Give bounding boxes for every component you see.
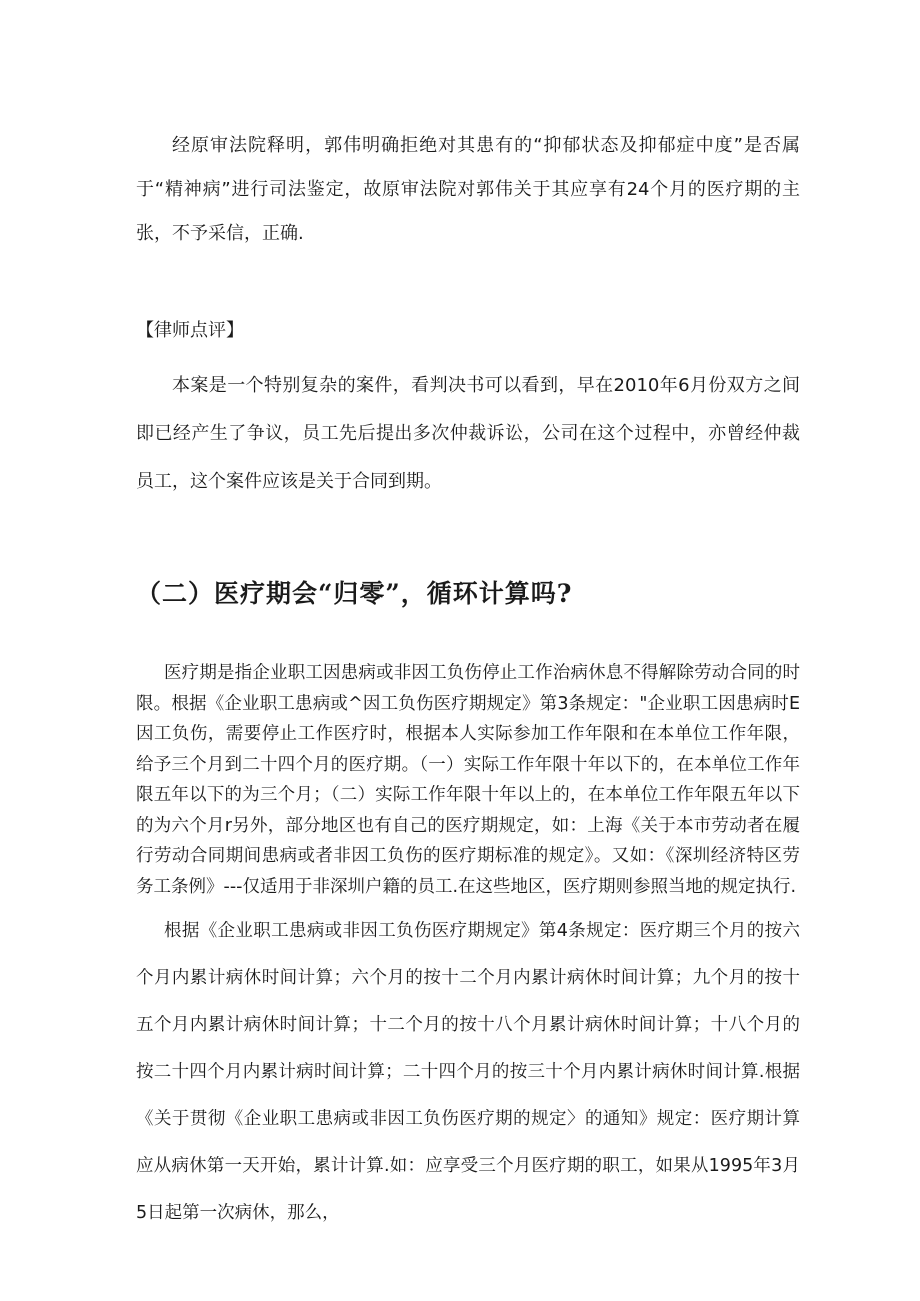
section-heading: （二）医疗期会“归零”，循环计算吗? (136, 579, 573, 608)
paragraph-medical-period-calculation: 根据《企业职工患病或非因工负伤医疗期规定》第4条规定：医疗期三个月的按六个月内累计病休时间计算；六个月的按十二个月内累计病休时间计算；九个月的按十五个月内累计病休时间计算；十二个月的按十八个月累计病休时间计算；十八个月的按二十四个月内累计病时间计算；二十四个月的按三十个月内累计病休时间计算.根据《关于贯彻《企业职工患病或非因工负伤医疗期的规定〉的通知》规定：医疗期计算应从病休第一天开始，累计计算.如：应享受三个月医疗期的职工，如果从1995年3月5日起第一次病休，那么， (136, 921, 800, 1223)
section-label-lawyer-comment: 【律师点评】 (136, 320, 244, 341)
paragraph-medical-period-definition: 医疗期是指企业职工因患病或非因工负伤停止工作治病休息不得解除劳动合同的时限。根据《企业职工患病或^因工负伤医疗期规定》第3条规定："企业职工因患病时E因工负伤，需要停止工作医疗时，根据本人实际参加工作年限和在本单位工作年限，给予三个月到二十四个月的医疗期。（一）实际工作年限十年以下的，在本单位工作年限五年以下的为三个月；（二）实际工作年限十年以上的，在本单位工作年限五年以下的为六个月r另外，部分地区也有自己的医疗期规定，如：上海《关于本市劳动者在履行劳动合同期间患病或者非因工负伤的医疗期标准的规定》。又如：《深圳经济特区劳务工条例》---仅适用于非深圳户籍的员工.在这些地区，医疗期则参照当地的规定执行. (136, 663, 800, 897)
paragraph-court-explanation: 经原审法院释明，郭伟明确拒绝对其患有的“抑郁状态及抑郁症中度”是否属于“精神病”进行司法鉴定，故原审法院对郭伟关于其应享有24个月的医疗期的主张，不予采信，正确. (136, 135, 800, 244)
paragraph-lawyer-comment: 本案是一个特别复杂的案件，看判决书可以看到，早在2010年6月份双方之间即已经产生了争议，员工先后提出多次仲裁诉讼，公司在这个过程中，亦曾经仲裁员工，这个案件应该是关于合同到期。 (136, 375, 800, 492)
